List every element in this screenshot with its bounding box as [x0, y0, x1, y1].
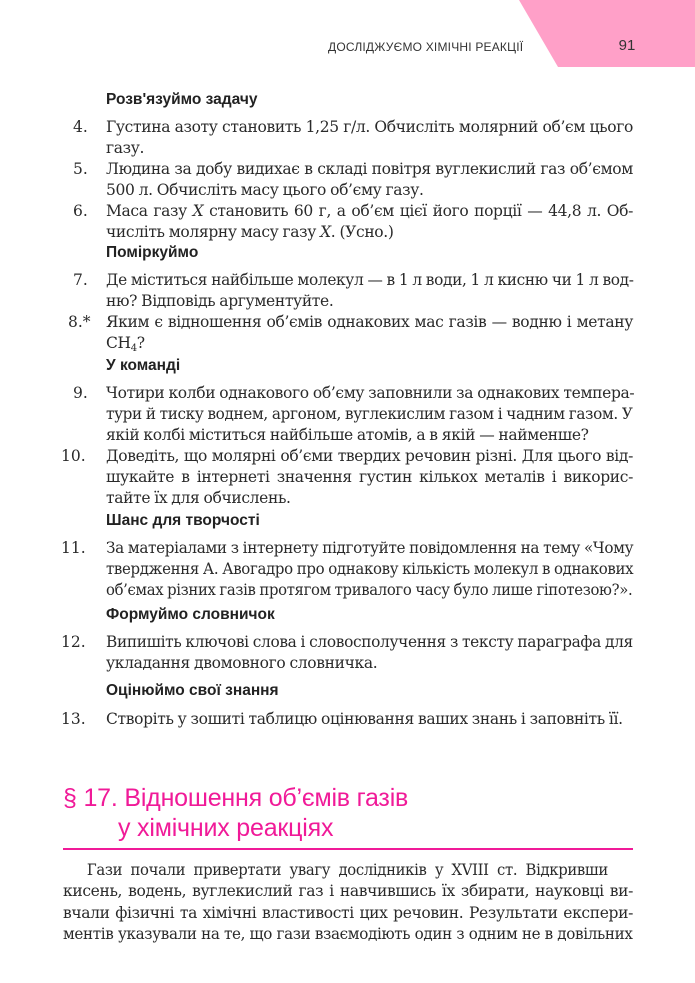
task-text: [106, 632, 633, 674]
task-text: [106, 117, 633, 159]
task-number: 6.: [73, 202, 88, 220]
chapter-tab: [519, 0, 695, 67]
section-title: Шанс для творчості: [106, 512, 260, 529]
task-number: 10.: [61, 447, 86, 465]
task-text: [106, 270, 633, 312]
task-number: 5.: [73, 160, 88, 178]
text-line: Де міститься найбільше молекул — в 1 л води, 1 л кисню чи 1 л вод-: [106, 271, 634, 289]
text-line: Чотири колби однакового об’єму заповнили за однакових темпера-: [106, 384, 635, 402]
paragraph-body: [63, 860, 633, 945]
text-line: За матеріалами з інтернету підготуйте повідомлення на тему «Чому: [106, 539, 634, 557]
task-number: 7.: [73, 271, 88, 289]
text-line: Людина за добу видихає в складі повітря вуглекислий газ об’ємом: [106, 160, 633, 178]
task-text: [106, 201, 633, 243]
task-number: 13.: [61, 710, 86, 728]
task-number: 12.: [61, 633, 86, 651]
text-line: Маса газу X становить 60 г, а об’єм цієї його порції — 44,8 л. Об-: [106, 202, 633, 220]
text-line: якій колбі міститься найбільше атомів, а в якій — найменше?: [106, 426, 589, 444]
text-line: Густина азоту становить 1,25 г/л. Обчисліть молярний об’єм цього: [106, 118, 633, 136]
paragraph-title-line-1: § 17. Відношення об’ємів газів: [63, 784, 409, 812]
task-number: 9.: [73, 384, 88, 402]
section-title: Розв'язуймо задачу: [106, 91, 258, 108]
text-line: шукайте в інтернеті значення густин кількох металів і викорис-: [106, 468, 633, 486]
question-mark: ?: [136, 334, 145, 352]
body-line: кисень, водень, вуглекислий газ і навчившись їх збирати, науковці ви-: [63, 882, 633, 901]
text-line: Доведіть, що молярні об’єми твердих речовин різні. Для цього від-: [106, 447, 633, 465]
body-line: Гази почали привертати увагу дослідників у XVIII ст. Відкривши: [86, 861, 608, 879]
section-title: Формуймо словничок: [106, 606, 275, 623]
task-number: 8.*: [68, 313, 91, 331]
task-text: [106, 159, 633, 201]
text-line: 500 л. Обчисліть масу цього об’єму газу.: [106, 181, 424, 199]
running-head: ДОСЛІДЖУЄМО ХІМІЧНІ РЕАКЦІЇ: [328, 40, 524, 54]
text-line: ню? Відповідь аргументуйте.: [106, 292, 334, 310]
text-line: укладання двомовного словничка.: [106, 654, 378, 672]
task-text: [106, 538, 633, 601]
text-line: твердження А. Авогадро про однакову кількість молекул в однакових: [106, 560, 634, 578]
task-number: 4.: [73, 118, 88, 136]
text-line: Створіть у зошиті таблицю оцінювання ваших знань і заповніть її.: [106, 710, 623, 728]
text-line: [106, 333, 633, 354]
formula-ch: CH: [106, 334, 131, 352]
task-number: 11.: [61, 539, 86, 557]
section-title: У команді: [106, 357, 181, 374]
text-line: об’ємах різних газів протягом тривалого часу було лише гіпотезою?».: [106, 581, 633, 599]
paragraph-title-line-2: у хімічних реакціях: [118, 814, 334, 842]
section-title: Поміркуймо: [106, 244, 199, 261]
text-line: числіть молярну масу газу X. (Усно.): [106, 223, 394, 241]
paragraph-title: [63, 783, 408, 843]
formula-subscript: 4: [130, 343, 137, 354]
text-line: Яким є відношення об’ємів однакових мас газів — водню і метану: [106, 313, 633, 331]
title-rule: [63, 848, 633, 850]
text-line: газу.: [106, 139, 145, 157]
text-line: тури й тиску воднем, аргоном, вуглекислим газом і чадним газом. У: [106, 405, 633, 423]
body-line: ментів указували на те, що гази взаємодіють один з одним не в довільних: [63, 924, 633, 943]
task-text: [106, 709, 633, 730]
text-line: тайте їх для обчислень.: [106, 489, 291, 507]
text-line: Випишіть ключові слова і словосполучення з тексту параграфа для: [106, 633, 633, 651]
page-number: 91: [618, 37, 636, 54]
task-text: [106, 383, 633, 446]
section-title: Оцінюймо свої знання: [106, 682, 279, 699]
body-line: вчали фізичні та хімічні властивості цих речовин. Результати експери-: [63, 903, 633, 922]
task-text: [106, 446, 633, 509]
task-text: [106, 312, 633, 354]
